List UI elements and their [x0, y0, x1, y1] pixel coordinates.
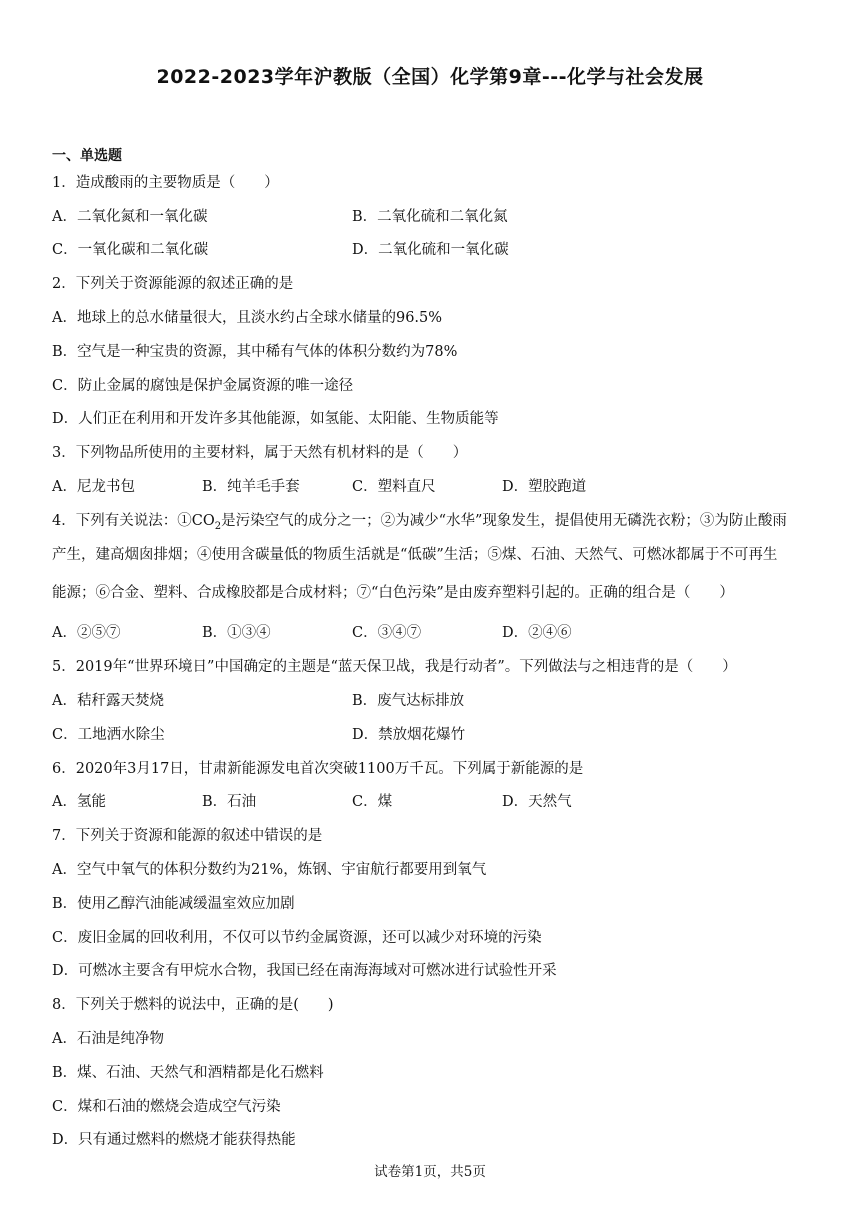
question-2-option-b: B．空气是一种宝贵的资源，其中稀有气体的体积分数约为78%	[52, 344, 458, 360]
question-2-option-c: C．防止金属的腐蚀是保护金属资源的唯一途径	[52, 378, 354, 394]
question-5-stem: 5．2019年“世界环境日”中国确定的主题是“蓝天保卫战，我是行动者”。下列做法与之相违背的是（ ）	[52, 659, 737, 675]
question-4-stem-text-a: 4．下列有关说法：①CO	[52, 513, 215, 529]
question-5-option-c: C．工地洒水除尘	[52, 727, 165, 743]
question-7-option-a: A．空气中氧气的体积分数约为21%，炼钢、宇宙航行都要用到氧气	[52, 862, 487, 878]
question-3-option-c: C．塑料直尺	[352, 479, 436, 495]
question-5-option-a: A．秸秆露天焚烧	[52, 693, 164, 709]
question-4-option-c: C．③④⑦	[352, 625, 422, 641]
question-3-option-d: D．塑胶跑道	[502, 479, 587, 495]
question-8-option-c: C．煤和石油的燃烧会造成空气污染	[52, 1099, 281, 1115]
question-7-option-c: C．废旧金属的回收利用，不仅可以节约金属资源，还可以减少对环境的污染	[52, 930, 542, 946]
question-4-stem-text-b: 是污染空气的成分之一；②为减少“水华”现象发生，提倡使用无磷洗衣粉；③为防止酸雨	[221, 513, 787, 529]
question-4-option-a: A．②⑤⑦	[52, 625, 121, 641]
question-3-stem: 3．下列物品所使用的主要材料，属于天然有机材料的是（ ）	[52, 445, 468, 461]
question-8-option-b: B．煤、石油、天然气和酒精都是化石燃料	[52, 1065, 324, 1081]
question-1-stem: 1．造成酸雨的主要物质是（ ）	[52, 175, 279, 191]
question-4-stem-line-3: 能源；⑥合金、塑料、合成橡胶都是合成材料；⑦“白色污染”是由废弃塑料引起的。正确的组合是（ ）	[52, 585, 734, 601]
question-6-option-b: B．石油	[202, 794, 257, 810]
question-8-option-a: A．石油是纯净物	[52, 1031, 164, 1047]
page-title: 2022-2023学年沪教版（全国）化学第9章---化学与社会发展	[156, 66, 704, 88]
question-3-option-a: A．尼龙书包	[52, 479, 135, 495]
question-1-option-d: D．二氧化硫和一氧化碳	[352, 242, 509, 258]
question-4-option-d: D．②④⑥	[502, 625, 572, 641]
question-7-option-d: D．可燃冰主要含有甲烷水合物，我国已经在南海海域对可燃冰进行试验性开采	[52, 963, 557, 979]
question-5-option-d: D．禁放烟花爆竹	[352, 727, 466, 743]
question-2-option-d: D．人们正在利用和开发许多其他能源，如氢能、太阳能、生物质能等	[52, 411, 499, 427]
question-6-option-d: D．天然气	[502, 794, 572, 810]
question-1-option-a: A．二氧化氮和一氧化碳	[52, 209, 208, 225]
question-6-option-c: C．煤	[352, 794, 393, 810]
question-8-stem: 8．下列关于燃料的说法中，正确的是( )	[52, 997, 334, 1013]
question-2-stem: 2．下列关于资源能源的叙述正确的是	[52, 276, 294, 292]
question-5-option-b: B．废气达标排放	[352, 693, 465, 709]
question-7-option-b: B．使用乙醇汽油能减缓温室效应加剧	[52, 896, 295, 912]
co2-subscript: 2	[214, 520, 222, 532]
question-1-option-b: B．二氧化硫和二氧化氮	[352, 209, 508, 225]
question-6-option-a: A．氢能	[52, 794, 106, 810]
page-footer: 试卷第1页，共5页	[374, 1164, 486, 1180]
section-heading: 一、单选题	[52, 148, 122, 164]
question-8-option-d: D．只有通过燃料的燃烧才能获得热能	[52, 1132, 296, 1148]
question-3-option-b: B．纯羊毛手套	[202, 479, 300, 495]
question-1-option-c: C．一氧化碳和二氧化碳	[52, 242, 209, 258]
question-7-stem: 7．下列关于资源和能源的叙述中错误的是	[52, 828, 323, 844]
question-4-option-b: B．①③④	[202, 625, 271, 641]
question-4-stem-line-1	[52, 511, 787, 537]
question-2-option-a: A．地球上的总水储量很大，且淡水约占全球水储量的96.5%	[52, 310, 443, 326]
question-6-stem: 6．2020年3月17日，甘肃新能源发电首次突破1100万千瓦。下列属于新能源的是	[52, 761, 584, 777]
question-4-stem-line-2: 产生，建高烟囱排烟；④使用含碳量低的物质生活就是“低碳”生活；⑤煤、石油、天然气、可燃冰都属于不可再生	[52, 547, 778, 563]
